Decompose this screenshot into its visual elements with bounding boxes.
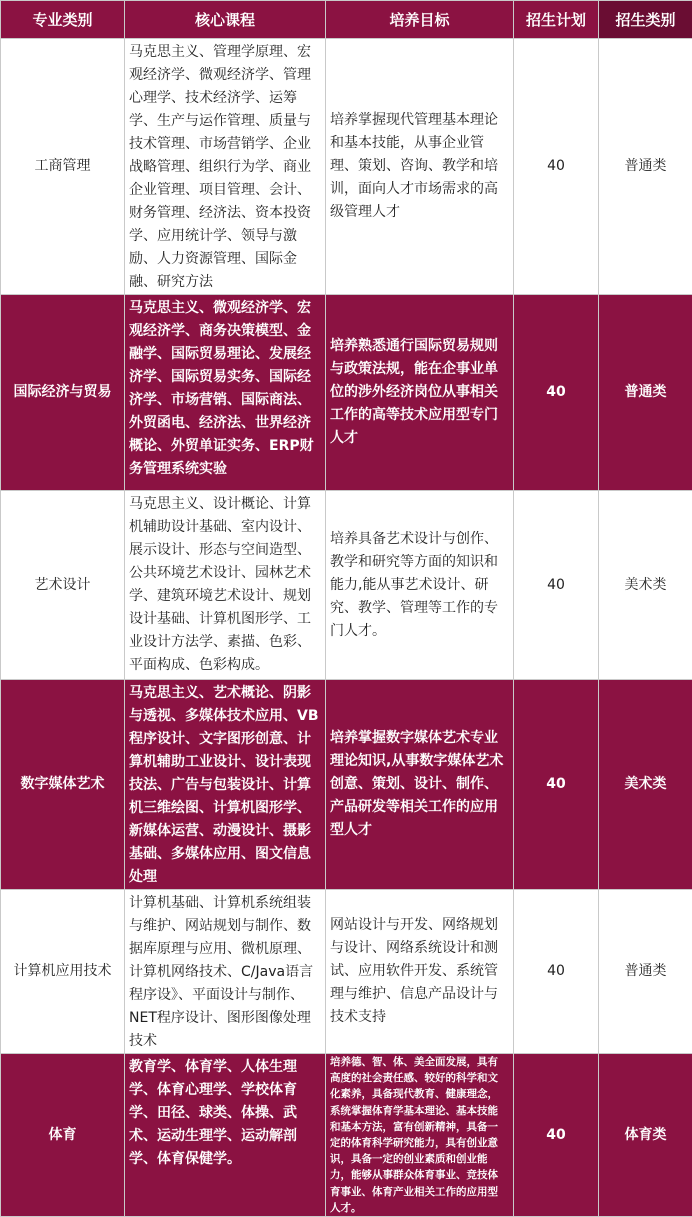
course-cell: 教育学、体育学、人体生理学、体育心理学、学校体育学、田径、球类、体操、武术、运动生理学、运动解剖学、体育保健学。 (125, 1054, 326, 1217)
course-cell: 马克思主义、艺术概论、阴影与透视、多媒体技术应用、VB程序设计、文字图形创意、计算机辅助工业设计、设计表现技法、广告与包装设计、计算机三维绘图、计算机图形学、新媒体运营、动漫设计、摄影基础、多媒体应用、图文信息处理 (125, 680, 326, 890)
goal-cell: 培养掌握数字媒体艺术专业理论知识,从事数字媒体艺术创意、策划、设计、制作、产品研发等相关工作的应用型人才 (326, 680, 514, 890)
plan-cell: 40 (514, 295, 599, 491)
major-cell: 数字媒体艺术 (1, 680, 125, 890)
table-row (1, 295, 692, 491)
major-cell: 艺术设计 (1, 491, 125, 680)
type-cell: 美术类 (599, 680, 692, 890)
major-cell: 计算机应用技术 (1, 890, 125, 1054)
plan-cell: 40 (514, 890, 599, 1054)
table-row (1, 39, 692, 295)
header-course: 核心课程 (125, 1, 326, 39)
major-cell: 体育 (1, 1054, 125, 1217)
course-cell: 马克思主义、微观经济学、宏观经济学、商务决策模型、金融学、国际贸易理论、发展经济学、国际贸易实务、国际经济学、市场营销、国际商法、外贸函电、经济法、世界经济概论、外贸单证实务、ERP财务管理系统实验 (125, 295, 326, 491)
header-type: 招生类别 (599, 1, 692, 39)
type-cell: 体育类 (599, 1054, 692, 1217)
goal-cell: 培养熟悉通行国际贸易规则与政策法规，能在企事业单位的涉外经济岗位从事相关工作的高等技术应用型专门人才 (326, 295, 514, 491)
header-goal: 培养目标 (326, 1, 514, 39)
plan-cell: 40 (514, 491, 599, 680)
type-cell: 普通类 (599, 39, 692, 295)
plan-cell: 40 (514, 680, 599, 890)
major-cell: 国际经济与贸易 (1, 295, 125, 491)
goal-cell: 网站设计与开发、网络规划与设计、网络系统设计和测试、应用软件开发、系统管理与维护、信息产品设计与技术支持 (326, 890, 514, 1054)
goal-cell: 培养德、智、体、美全面发展，具有高度的社会责任感、较好的科学和文化素养，具备现代教育、健康理念，系统掌握体育学基本理论、基本技能和基本方法，富有创新精神，具备一定的体育科学研究能力，具有创业意识，具备一定的创业素质和创业能力，能够从事群众体育事业、竞技体育事业、体育产业相关工作的应用型人才。 (326, 1054, 514, 1217)
type-cell: 普通类 (599, 295, 692, 491)
header-major: 专业类别 (1, 1, 125, 39)
plan-cell: 40 (514, 1054, 599, 1217)
type-cell: 普通类 (599, 890, 692, 1054)
header-row (1, 1, 692, 39)
table-row (1, 1054, 692, 1217)
course-cell: 马克思主义、设计概论、计算机辅助设计基础、室内设计、展示设计、形态与空间造型、公共环境艺术设计、园林艺术学、建筑环境艺术设计、规划设计基础、计算机图形学、工业设计方法学、素描、色彩、平面构成、色彩构成。 (125, 491, 326, 680)
course-cell: 马克思主义、管理学原理、宏观经济学、微观经济学、管理心理学、技术经济学、运筹学、生产与运作管理、质量与技术管理、市场营销学、企业战略管理、组织行为学、商业企业管理、项目管理、会计、财务管理、经济法、资本投资学、应用统计学、领导与激励、人力资源管理、国际金融、研究方法 (125, 39, 326, 295)
table-row (1, 680, 692, 890)
table-row (1, 890, 692, 1054)
goal-cell: 培养具备艺术设计与创作、教学和研究等方面的知识和能力,能从事艺术设计、研究、教学、管理等工作的专门人才。 (326, 491, 514, 680)
goal-cell: 培养掌握现代管理基本理论和基本技能，从事企业管理、策划、咨询、教学和培训，面向人才市场需求的高级管理人才 (326, 39, 514, 295)
table-row (1, 491, 692, 680)
header-plan: 招生计划 (514, 1, 599, 39)
plan-cell: 40 (514, 39, 599, 295)
course-cell: 计算机基础、计算机系统组装与维护、网站规划与制作、数据库原理与应用、微机原理、计算机网络技术、C/Java语言程序设》、平面设计与制作、NET程序设计、图形图像处理技术 (125, 890, 326, 1054)
major-cell: 工商管理 (1, 39, 125, 295)
type-cell: 美术类 (599, 491, 692, 680)
